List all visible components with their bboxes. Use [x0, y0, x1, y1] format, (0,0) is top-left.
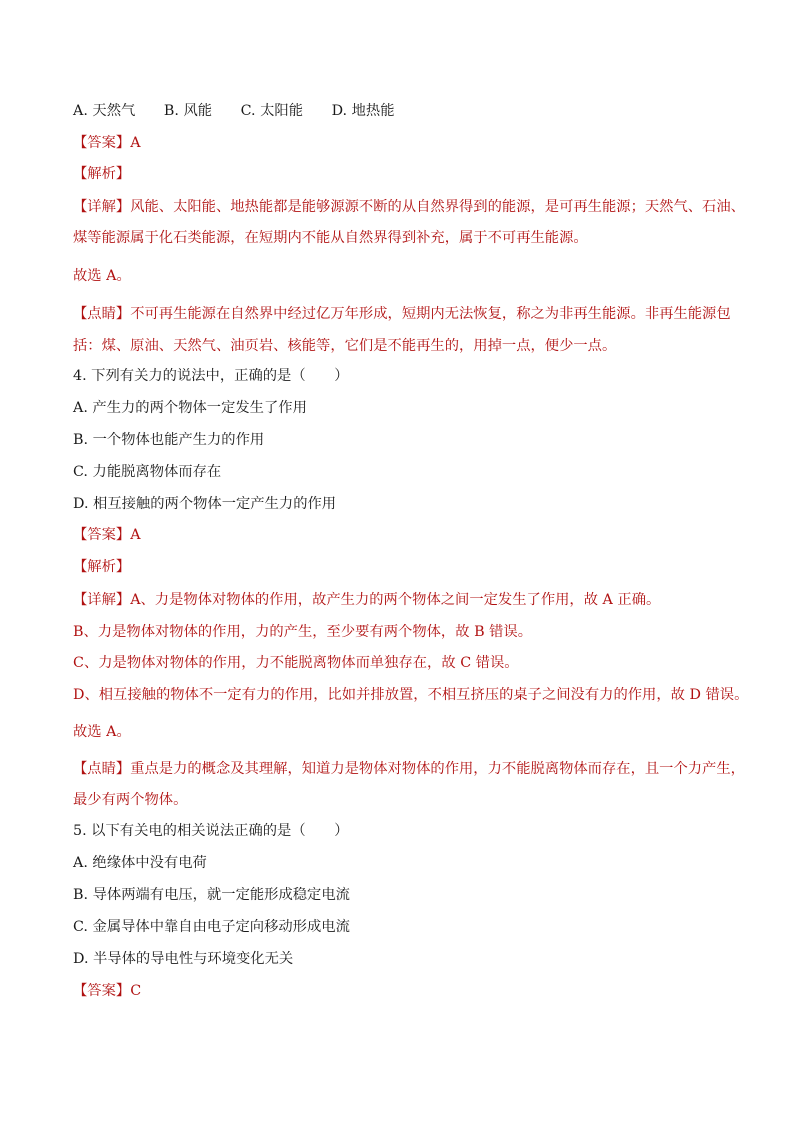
- q4-choose: 故选 A。: [73, 724, 131, 740]
- q3-choose: 故选 A。: [73, 268, 131, 284]
- q3-detail-text-2: 煤等能源属于化石类能源，在短期内不能从自然界得到补充，属于不可再生能源。: [73, 230, 588, 246]
- q3-answer-line: [73, 133, 746, 153]
- q4-note-line-2: [73, 790, 746, 810]
- q3-detail-line-1: [73, 197, 746, 217]
- q3-option-a: A. 天然气: [73, 103, 136, 119]
- q3-detail-tag: 【详解】: [73, 199, 131, 215]
- q4-note-text-1: 重点是力的概念及其理解，知道力是物体对物体的作用，力不能脱离物体而存在，且一个力产生，: [130, 761, 745, 777]
- q3-options: [73, 101, 746, 121]
- q3-note-tag: 【点睛】: [73, 306, 131, 322]
- q5-answer-line: [73, 981, 746, 1001]
- q5-option-d: D. 半导体的导电性与环境变化无关: [73, 951, 294, 967]
- q4-detail-text-a: A、力是物体对物体的作用，故产生力的两个物体之间一定发生了作用，故 A 正确。: [130, 592, 661, 608]
- q5-answer-tag: 【答案】: [73, 983, 131, 999]
- q4-stem: 4. 下列有关力的说法中，正确的是（ ）: [73, 368, 349, 384]
- q5-answer: C: [130, 983, 142, 999]
- q4-note-tag: 【点睛】: [73, 761, 131, 777]
- q5-stem: 5. 以下有关电的相关说法正确的是（ ）: [73, 823, 349, 839]
- q4-option-b: B. 一个物体也能产生力的作用: [73, 432, 265, 448]
- q5-option-a: A. 绝缘体中没有电荷: [73, 855, 207, 871]
- q4-detail-tag: 【详解】: [73, 592, 131, 608]
- q4-detail-line-a: [73, 590, 746, 610]
- q3-answer: A: [130, 135, 141, 151]
- q4-option-c: C. 力能脱离物体而存在: [73, 464, 222, 480]
- q3-detail-line-2: [73, 228, 746, 248]
- q4-detail-line-b: B、力是物体对物体的作用，力的产生，至少要有两个物体，故 B 错误。: [73, 624, 533, 640]
- q3-note-text-2: 括：煤、原油、天然气、油页岩、核能等，它们是不能再生的，用掉一点，便少一点。: [73, 338, 617, 354]
- q3-analysis-tag: 【解析】: [73, 166, 131, 182]
- q3-option-b: B. 风能: [163, 103, 213, 119]
- q4-detail-line-c: C、力是物体对物体的作用，力不能脱离物体而单独存在，故 C 错误。: [73, 655, 519, 671]
- q3-option-c: C. 太阳能: [240, 103, 304, 119]
- q4-answer-tag: 【答案】: [73, 527, 131, 543]
- q3-option-d: D. 地热能: [331, 103, 395, 119]
- q4-note-line-1: [73, 759, 746, 779]
- q3-analysis-line: [73, 164, 746, 184]
- q4-answer: A: [130, 527, 141, 543]
- q3-note-line-2: [73, 336, 746, 356]
- q4-detail-line-d: D、相互接触的物体不一定有力的作用，比如并排放置，不相互挤压的桌子之间没有力的作用，故 D 错误。: [73, 687, 749, 703]
- q4-note-text-2: 最少有两个物体。: [73, 792, 188, 808]
- q4-answer-line: [73, 525, 746, 545]
- q4-analysis-line: [73, 557, 746, 577]
- q4-option-a: A. 产生力的两个物体一定发生了作用: [73, 400, 307, 416]
- q5-option-c: C. 金属导体中靠自由电子定向移动形成电流: [73, 919, 350, 935]
- q4-option-d: D. 相互接触的两个物体一定产生力的作用: [73, 496, 337, 512]
- q3-note-line-1: [73, 304, 746, 324]
- q5-option-b: B. 导体两端有电压，就一定能形成稳定电流: [73, 887, 350, 903]
- q3-detail-text-1: 风能、太阳能、地热能都是能够源源不断的从自然界得到的能源，是可再生能源；天然气、石油、: [130, 199, 745, 215]
- q3-note-text-1: 不可再生能源在自然界中经过亿万年形成，短期内无法恢复，称之为非再生能源。非再生能源包: [130, 306, 731, 322]
- q3-answer-tag: 【答案】: [73, 135, 131, 151]
- q4-analysis-tag: 【解析】: [73, 559, 131, 575]
